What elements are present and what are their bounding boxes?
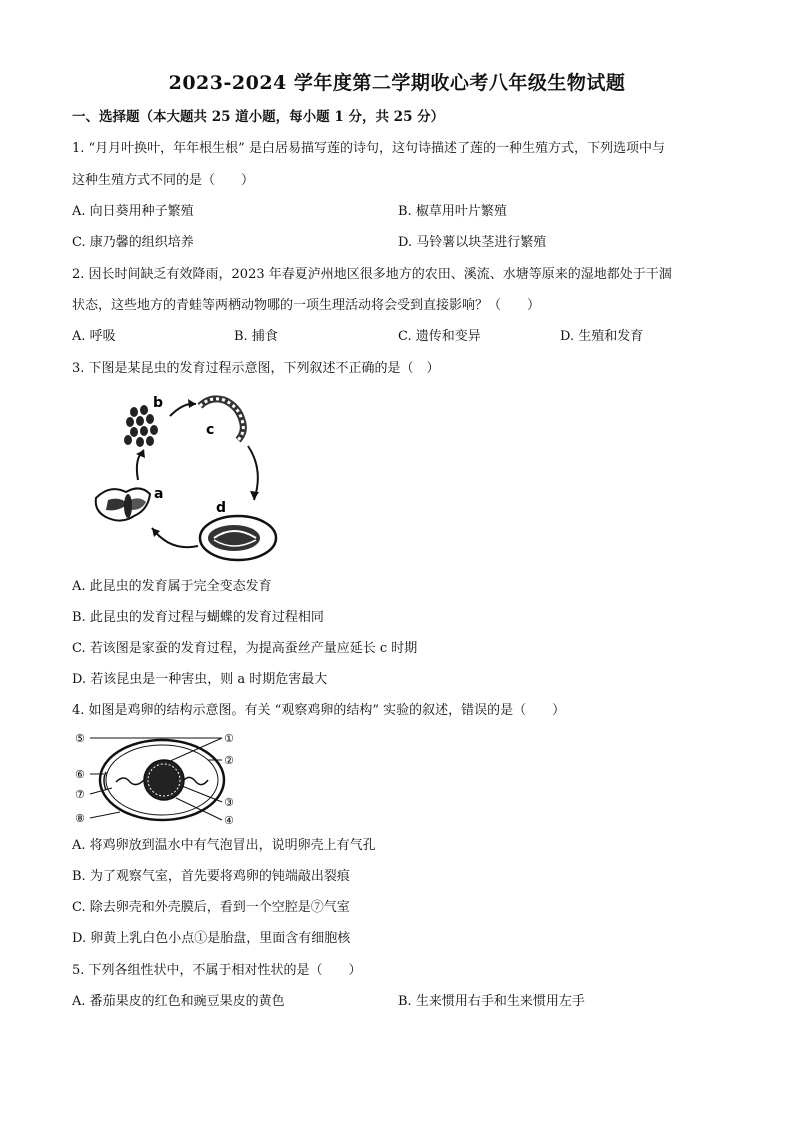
q1-option-a: A. 向日葵用种子繁殖 — [72, 204, 194, 219]
q2-option-d: D. 生殖和发育 — [560, 329, 644, 344]
label-6: ⑥ — [75, 768, 85, 781]
adult-moth-illustration — [96, 488, 150, 520]
egg-structure-diagram — [72, 726, 242, 830]
q4-option-a: A. 将鸡卵放到温水中有气泡冒出，说明卵壳上有气孔 — [72, 838, 376, 853]
label-5: ⑤ — [75, 732, 85, 745]
q4-option-b: B. 为了观察气室，首先要将鸡卵的钝端敲出裂痕 — [72, 869, 350, 884]
q3-stem: 3. 下图是某昆虫的发育过程示意图，下列叙述不正确的是（ ） — [72, 361, 440, 376]
exam-title: 2023-2024 学年度第二学期收心考八年级生物试题 — [168, 72, 626, 94]
label-7: ⑦ — [75, 788, 85, 801]
section-heading: 一、选择题（本大题共 25 道小题，每小题 1 分，共 25 分） — [72, 109, 445, 125]
q3-option-c: C. 若该图是家蚕的发育过程，为提高蚕丝产量应延长 c 时期 — [72, 641, 418, 656]
yolk — [144, 760, 184, 800]
insect-lifecycle-diagram — [88, 388, 288, 568]
eggs-illustration — [124, 405, 158, 447]
q2-stem-line2: 状态，这些地方的青蛙等两栖动物哪的一项生理活动将会受到直接影响？（ ） — [72, 298, 541, 313]
label-1: ① — [224, 732, 234, 745]
q4-option-c: C. 除去卵壳和外壳膜后，看到一个空腔是⑦气室 — [72, 900, 350, 915]
q2-option-b: B. 捕食 — [234, 329, 278, 344]
label-d: d — [216, 500, 227, 516]
pupa-illustration — [200, 516, 276, 560]
q1-stem-line1: 1. “月月叶换叶，年年根生根” 是白居易描写莲的诗句，这句诗描述了莲的一种生殖方式，下列选项中与 — [72, 141, 665, 156]
q1-option-d: D. 马铃薯以块茎进行繁殖 — [398, 235, 547, 250]
q5-option-a: A. 番茄果皮的红色和豌豆果皮的黄色 — [72, 994, 285, 1009]
q4-stem: 4. 如图是鸡卵的结构示意图。有关 “观察鸡卵的结构” 实验的叙述，错误的是（ ） — [72, 703, 566, 718]
q1-option-c: C. 康乃馨的组织培养 — [72, 235, 194, 250]
q3-option-b: B. 此昆虫的发育过程与蝴蝶的发育过程相同 — [72, 610, 324, 625]
label-2: ② — [224, 754, 234, 767]
q2-option-a: A. 呼吸 — [72, 329, 116, 344]
q2-stem-line1: 2. 因长时间缺乏有效降雨，2023 年春夏泸州地区很多地方的农田、溪流、水塘等原来的湿地都处于干涸 — [72, 267, 672, 282]
label-4: ④ — [224, 814, 234, 827]
label-3: ③ — [224, 796, 234, 809]
label-b: b — [153, 395, 164, 411]
label-a: a — [154, 486, 164, 502]
q4-option-d: D. 卵黄上乳白色小点①是胎盘，里面含有细胞核 — [72, 931, 351, 946]
q1-option-b: B. 椒草用叶片繁殖 — [398, 204, 507, 219]
label-c: c — [206, 422, 215, 438]
q2-option-c: C. 遗传和变异 — [398, 329, 481, 344]
label-8: ⑧ — [75, 812, 85, 825]
q3-option-a: A. 此昆虫的发育属于完全变态发育 — [72, 579, 272, 594]
q5-stem: 5. 下列各组性状中，不属于相对性状的是（ ） — [72, 963, 362, 978]
q1-stem-line2: 这种生殖方式不同的是（ ） — [72, 173, 255, 188]
q3-option-d: D. 若该昆虫是一种害虫，则 a 时期危害最大 — [72, 672, 328, 687]
q5-option-b: B. 生来惯用右手和生来惯用左手 — [398, 994, 585, 1009]
